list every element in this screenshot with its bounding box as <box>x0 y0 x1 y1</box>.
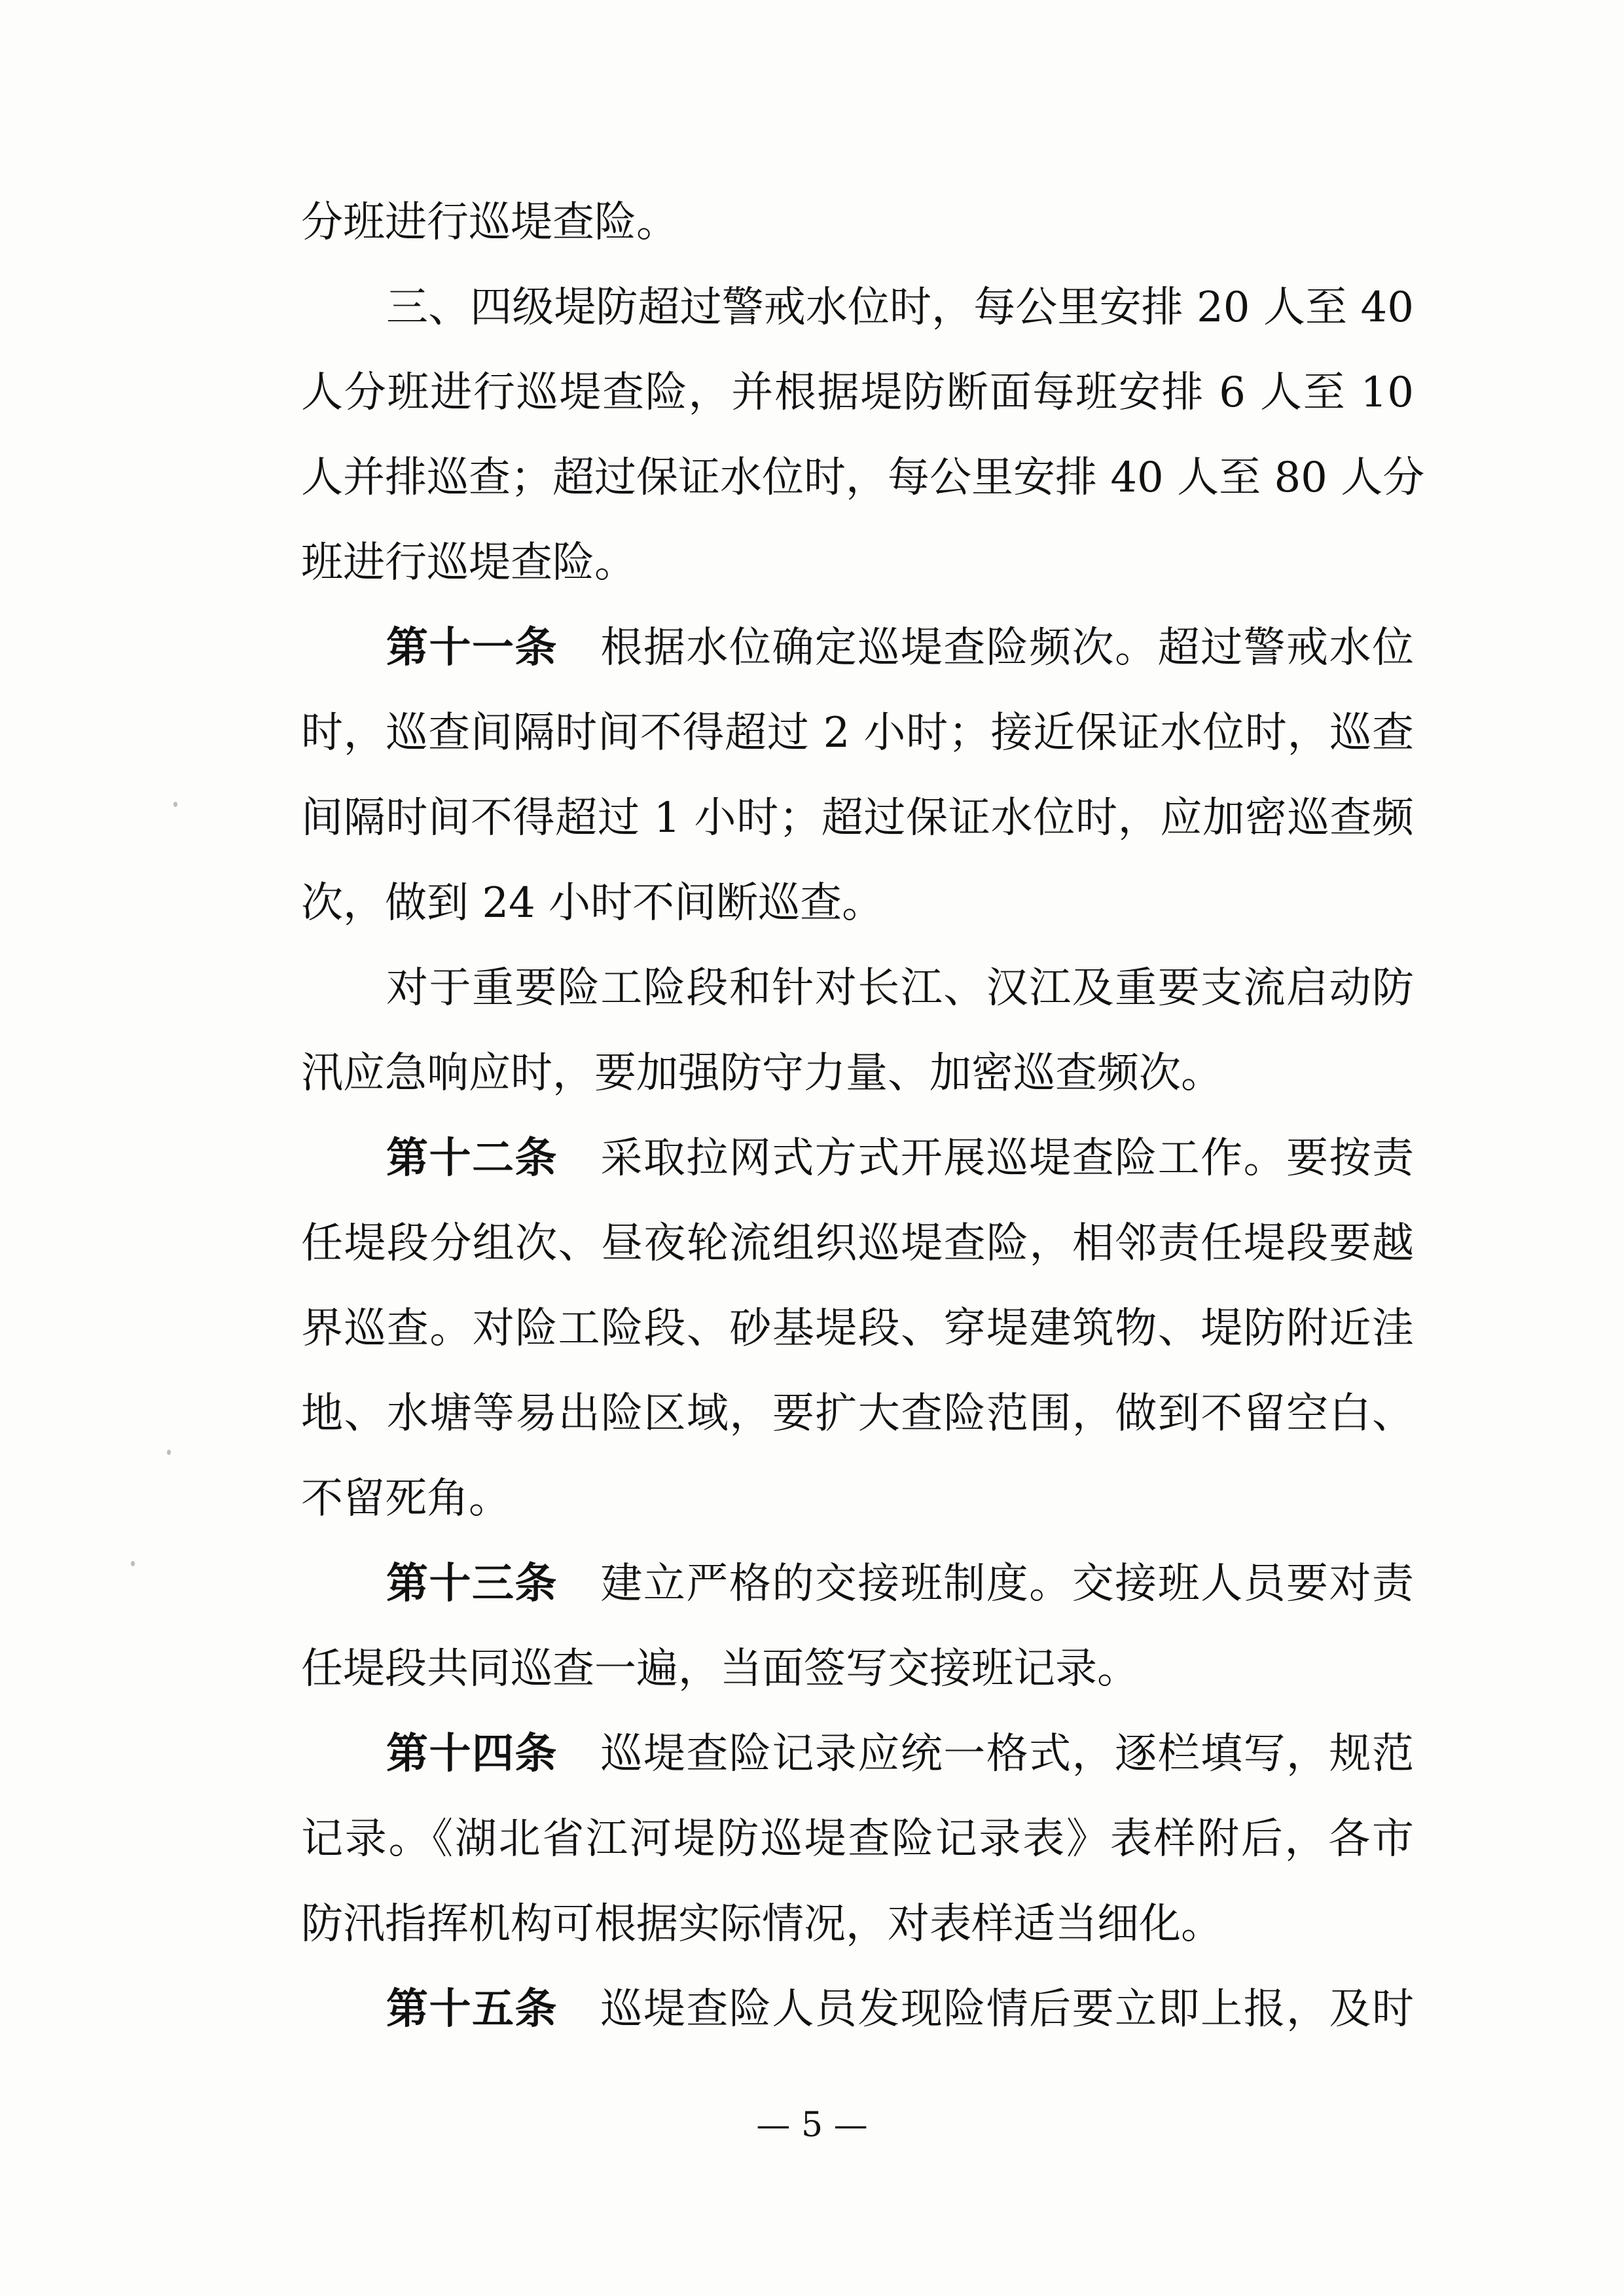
scan-speck <box>167 1450 171 1455</box>
article-number: 第十一条 <box>386 623 558 672</box>
article-line: 第十四条 巡堤查险记录应统一格式，逐栏填写，规范 <box>386 1729 1415 1778</box>
text-line: 时，巡查间隔时间不得超过 2 小时；接近保证水位时，巡查 <box>301 709 1414 757</box>
article-number: 第十五条 <box>386 1984 558 2034</box>
text-line: 记录。《湖北省江河堤防巡堤查险记录表》表样附后，各市 <box>301 1815 1414 1863</box>
article-line: 第十二条 采取拉网式方式开展巡堤查险工作。要按责 <box>386 1134 1415 1183</box>
text-line: 三、四级堤防超过警戒水位时，每公里安排 20 人至 40 <box>386 283 1414 332</box>
article-line: 第十一条 根据水位确定巡堤查险频次。超过警戒水位 <box>386 623 1415 672</box>
text-line: 界巡查。对险工险段、砂基堤段、穿堤建筑物、堤防附近洼 <box>301 1304 1414 1353</box>
text-line: 人分班进行巡堤查险，并根据堤防断面每班安排 6 人至 10 <box>301 368 1414 417</box>
text-line: 不留死角。 <box>301 1475 511 1523</box>
text-line: 任堤段共同巡查一遍，当面签写交接班记录。 <box>301 1645 1139 1693</box>
text-line: 班进行巡堤查险。 <box>301 539 636 587</box>
text-line: 人并排巡查；超过保证水位时，每公里安排 40 人至 80 人分 <box>301 454 1425 502</box>
text-line: 次，做到 24 小时不间断巡查。 <box>301 879 884 927</box>
text-line: 对于重要险工险段和针对长江、汉江及重要支流启动防 <box>386 964 1414 1013</box>
article-line: 第十三条 建立严格的交接班制度。交接班人员要对责 <box>386 1559 1415 1608</box>
article-number: 第十二条 <box>386 1134 558 1183</box>
scan-speck <box>173 802 177 807</box>
text-line: 防汛指挥机构可根据实际情况，对表样适当细化。 <box>301 1900 1223 1948</box>
article-number: 第十四条 <box>386 1729 558 1778</box>
text-line: 汛应急响应时，要加强防守力量、加密巡查频次。 <box>301 1049 1223 1098</box>
text-line: 地、水塘等易出险区域，要扩大查险范围，做到不留空白、 <box>301 1390 1414 1438</box>
page-number: — 5 — <box>756 2106 868 2145</box>
article-line: 第十五条 巡堤查险人员发现险情后要立即上报，及时 <box>386 1984 1415 2034</box>
text-line: 间隔时间不得超过 1 小时；超过保证水位时，应加密巡查频 <box>301 794 1414 842</box>
article-number: 第十三条 <box>386 1559 558 1608</box>
scan-speck <box>131 1561 135 1566</box>
text-line: 任堤段分组次、昼夜轮流组织巡堤查险，相邻责任堤段要越 <box>301 1219 1414 1268</box>
text-line: 分班进行巡堤查险。 <box>301 198 678 247</box>
